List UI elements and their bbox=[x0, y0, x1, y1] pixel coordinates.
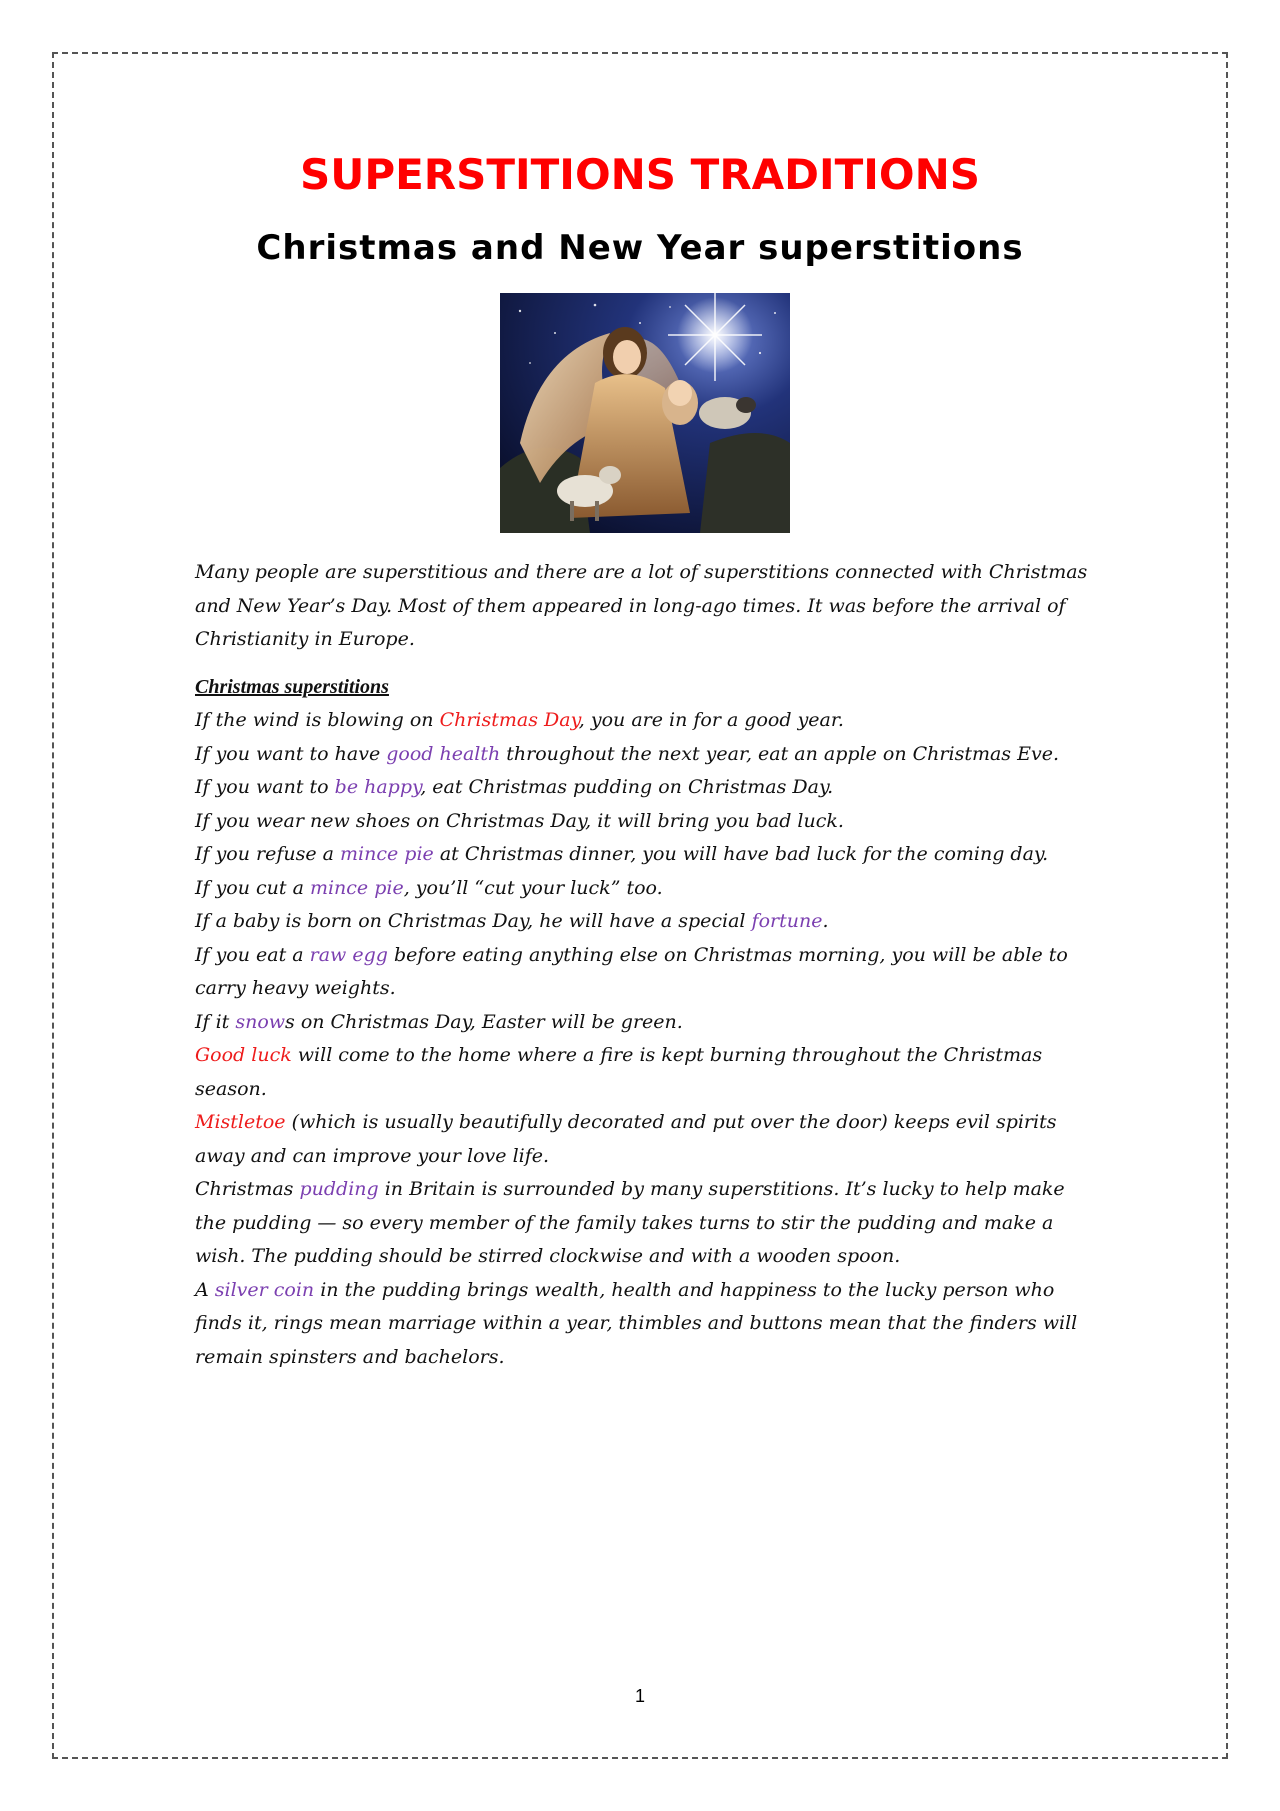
section-heading: Christmas superstitions bbox=[195, 675, 389, 698]
page-number: 1 bbox=[634, 1686, 645, 1706]
list-item: Mistletoe (which is usually beautifully decorated and put over the door) keeps evil spirits away and can improve your love life. bbox=[195, 1111, 1057, 1167]
intro-paragraph: Many people are superstitious and there are a lot of superstitions connected with Christmas and New Year’s Day. Most of them appeared in long-ago times. It was before the arrival of Christianity in Europe. bbox=[195, 561, 1088, 650]
list-item: Christmas pudding in Britain is surrounded by many superstitions. It’s lucky to help make the pudding — so every member of the family takes turns to stir the pudding and make a wish. The pudding should be stirred clockwise and with a wooden spoon. bbox=[195, 1178, 1065, 1267]
angel-illustration bbox=[500, 293, 790, 533]
list-item: Good luck will come to the home where a fire is kept burning throughout the Christmas season. bbox=[195, 1044, 1043, 1100]
list-item: If a baby is born on Christmas Day, he will have a special fortune. bbox=[195, 910, 829, 932]
page-subtitle: Christmas and New Year superstitions bbox=[256, 228, 1024, 268]
list-item: If you eat a raw egg before eating anything else on Christmas morning, you will be able to carry heavy weights. bbox=[195, 943, 1068, 999]
list-item: If you wear new shoes on Christmas Day, it will bring you bad luck. bbox=[195, 809, 844, 832]
page-title: SUPERSTITIONS TRADITIONS bbox=[299, 150, 981, 199]
list-item: If it snows on Christmas Day, Easter will be green. bbox=[195, 1010, 683, 1033]
list-item: If you want to be happy, eat Christmas pudding on Christmas Day. bbox=[195, 776, 834, 798]
list-item: If you want to have good health throughout the next year, eat an apple on Christmas Eve. bbox=[195, 742, 1059, 765]
list-item: If you refuse a mince pie at Christmas dinner, you will have bad luck for the coming day. bbox=[195, 843, 1049, 865]
list-item: A silver coin in the pudding brings wealth, health and happiness to the lucky person who finds it, rings mean marriage within a year, thimbles and buttons mean that the finders will remain spinsters and bachelors. bbox=[195, 1278, 1078, 1368]
list-item: If you cut a mince pie, you’ll “cut your luck” too. bbox=[195, 876, 663, 899]
document-body bbox=[195, 556, 1095, 1374]
list-item: If the wind is blowing on Christmas Day, you are in for a good year. bbox=[195, 709, 844, 731]
